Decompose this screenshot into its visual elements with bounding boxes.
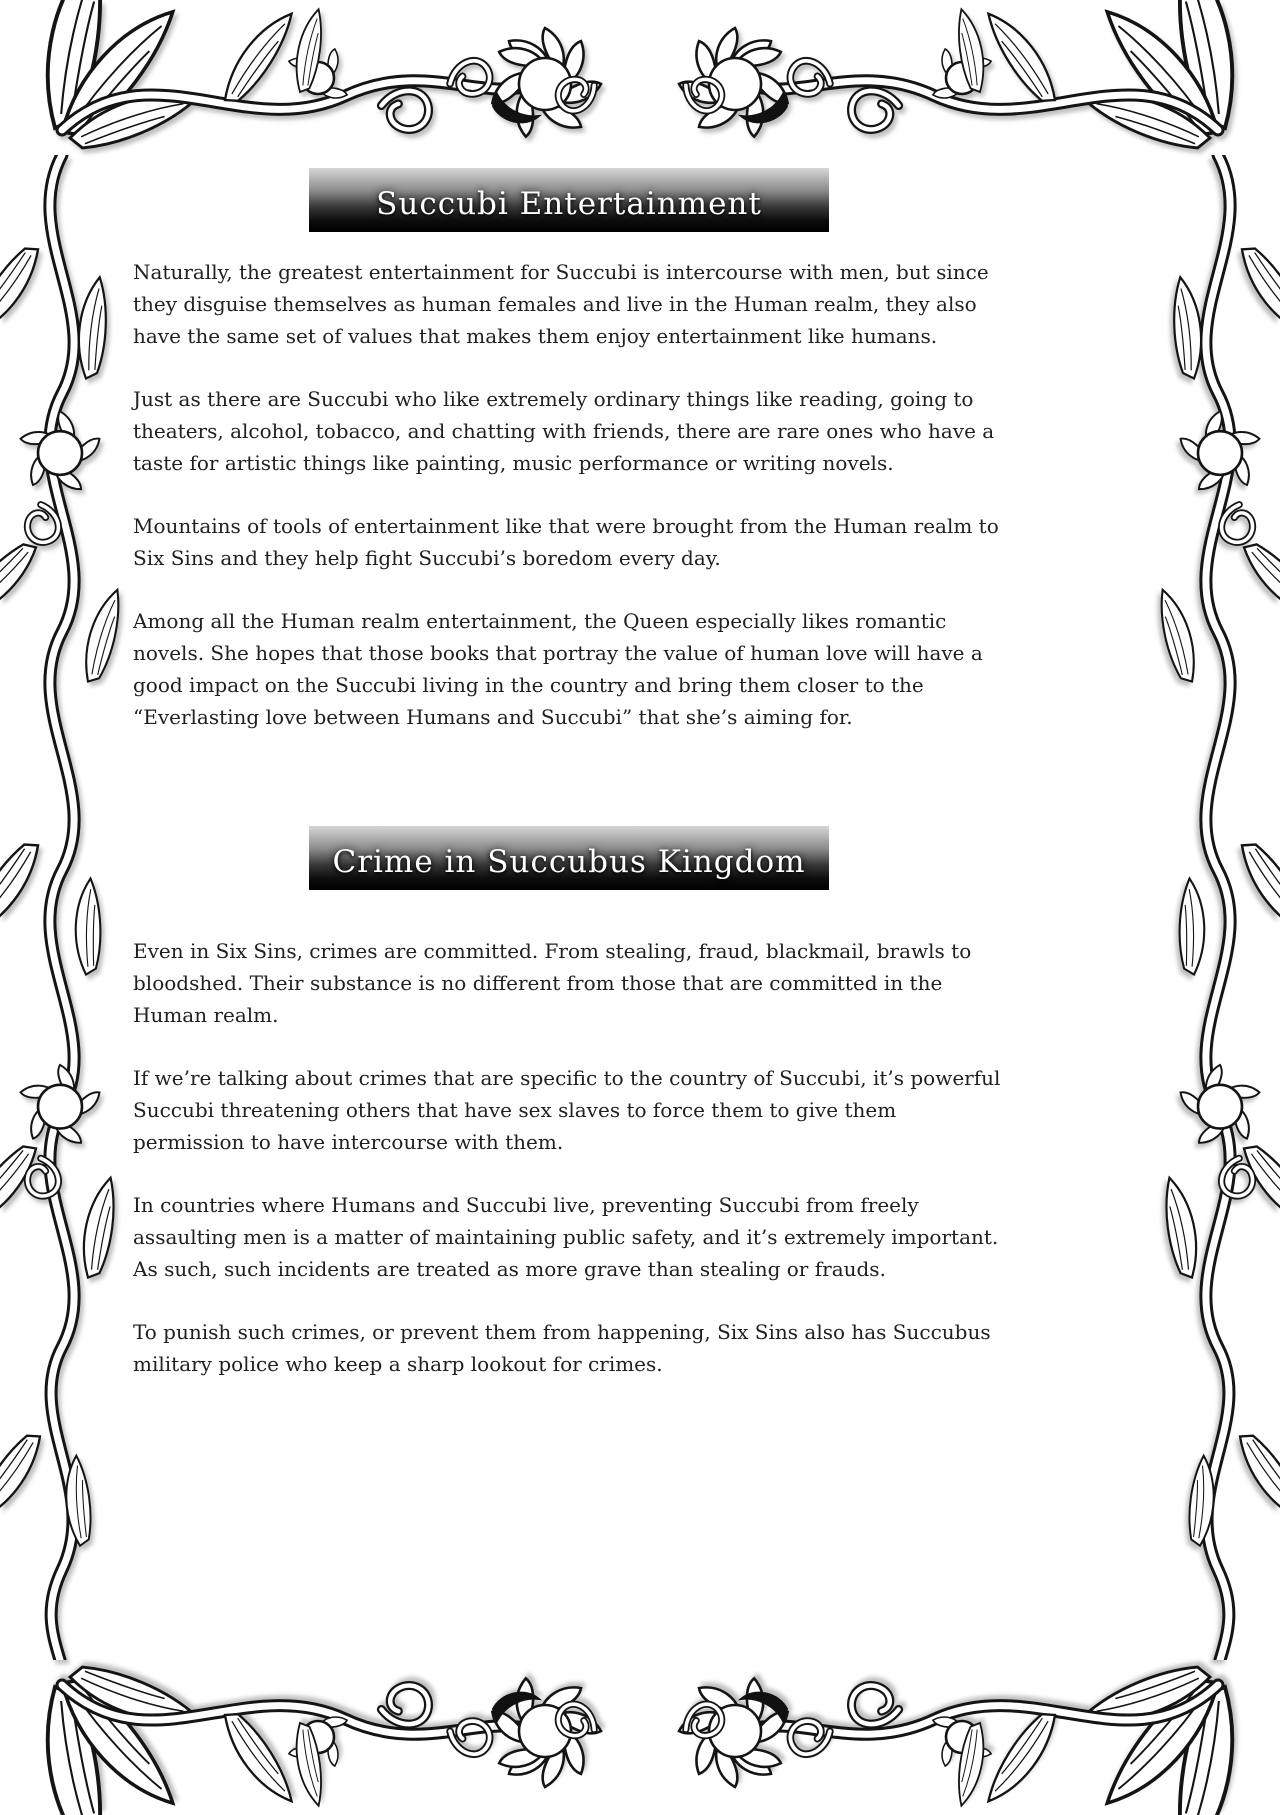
paragraph: Mountains of tools of entertainment like that were brought from the Human realm to Six Sins and they help fight Succubi’s boredom every day. <box>133 514 999 570</box>
section-heading: Succubi Entertainment <box>376 186 762 222</box>
section-heading: Crime in Succubus Kingdom <box>332 844 806 880</box>
paragraph: Among all the Human realm entertainment, the Queen especially likes romantic novels. She hopes that those books that portray the value of human love will have a good impact on the Succubi living in the country and bring them closer to the “Everlasting love between Humans and Succubi” that she’s aiming for. <box>133 609 983 729</box>
bottom-border-vine-ornament <box>0 1640 1280 1815</box>
page-content <box>133 168 1005 1411</box>
paragraph: Even in Six Sins, crimes are committed. From stealing, fraud, blackmail, brawls to bloodshed. Their substance is no different from those that are committed in the Human realm. <box>133 939 972 1027</box>
paragraph: Naturally, the greatest entertainment for Succubi is intercourse with men, but since they disguise themselves as human females and live in the Human realm, they also have the same set of values that makes them enjoy entertainment like humans. <box>133 260 989 348</box>
paragraph: Just as there are Succubi who like extremely ordinary things like reading, going to theaters, alcohol, tobacco, and chatting with friends, there are rare ones who have a taste for artistic things like painting, music performance or writing novels. <box>133 387 995 475</box>
section-heading-banner-crime <box>309 826 829 890</box>
paragraph: To punish such crimes, or prevent them from happening, Six Sins also has Succubus military police who keep a sharp lookout for crimes. <box>133 1320 991 1376</box>
paragraph: In countries where Humans and Succubi live, preventing Succubi from freely assaulting men is a matter of maintaining public safety, and it’s extremely important. As such, such incidents are treated as more grave than stealing or frauds. <box>133 1193 999 1281</box>
top-border-vine-ornament <box>0 0 1280 175</box>
right-border-vine-ornament <box>1160 155 1280 1660</box>
paragraph: If we’re talking about crimes that are specific to the country of Succubi, it’s powerful Succubi threatening others that have sex slaves to force them to give them permission to have intercourse with them. <box>133 1066 1001 1154</box>
section-heading-banner-entertainment <box>309 168 829 232</box>
left-border-vine-ornament <box>0 155 120 1660</box>
